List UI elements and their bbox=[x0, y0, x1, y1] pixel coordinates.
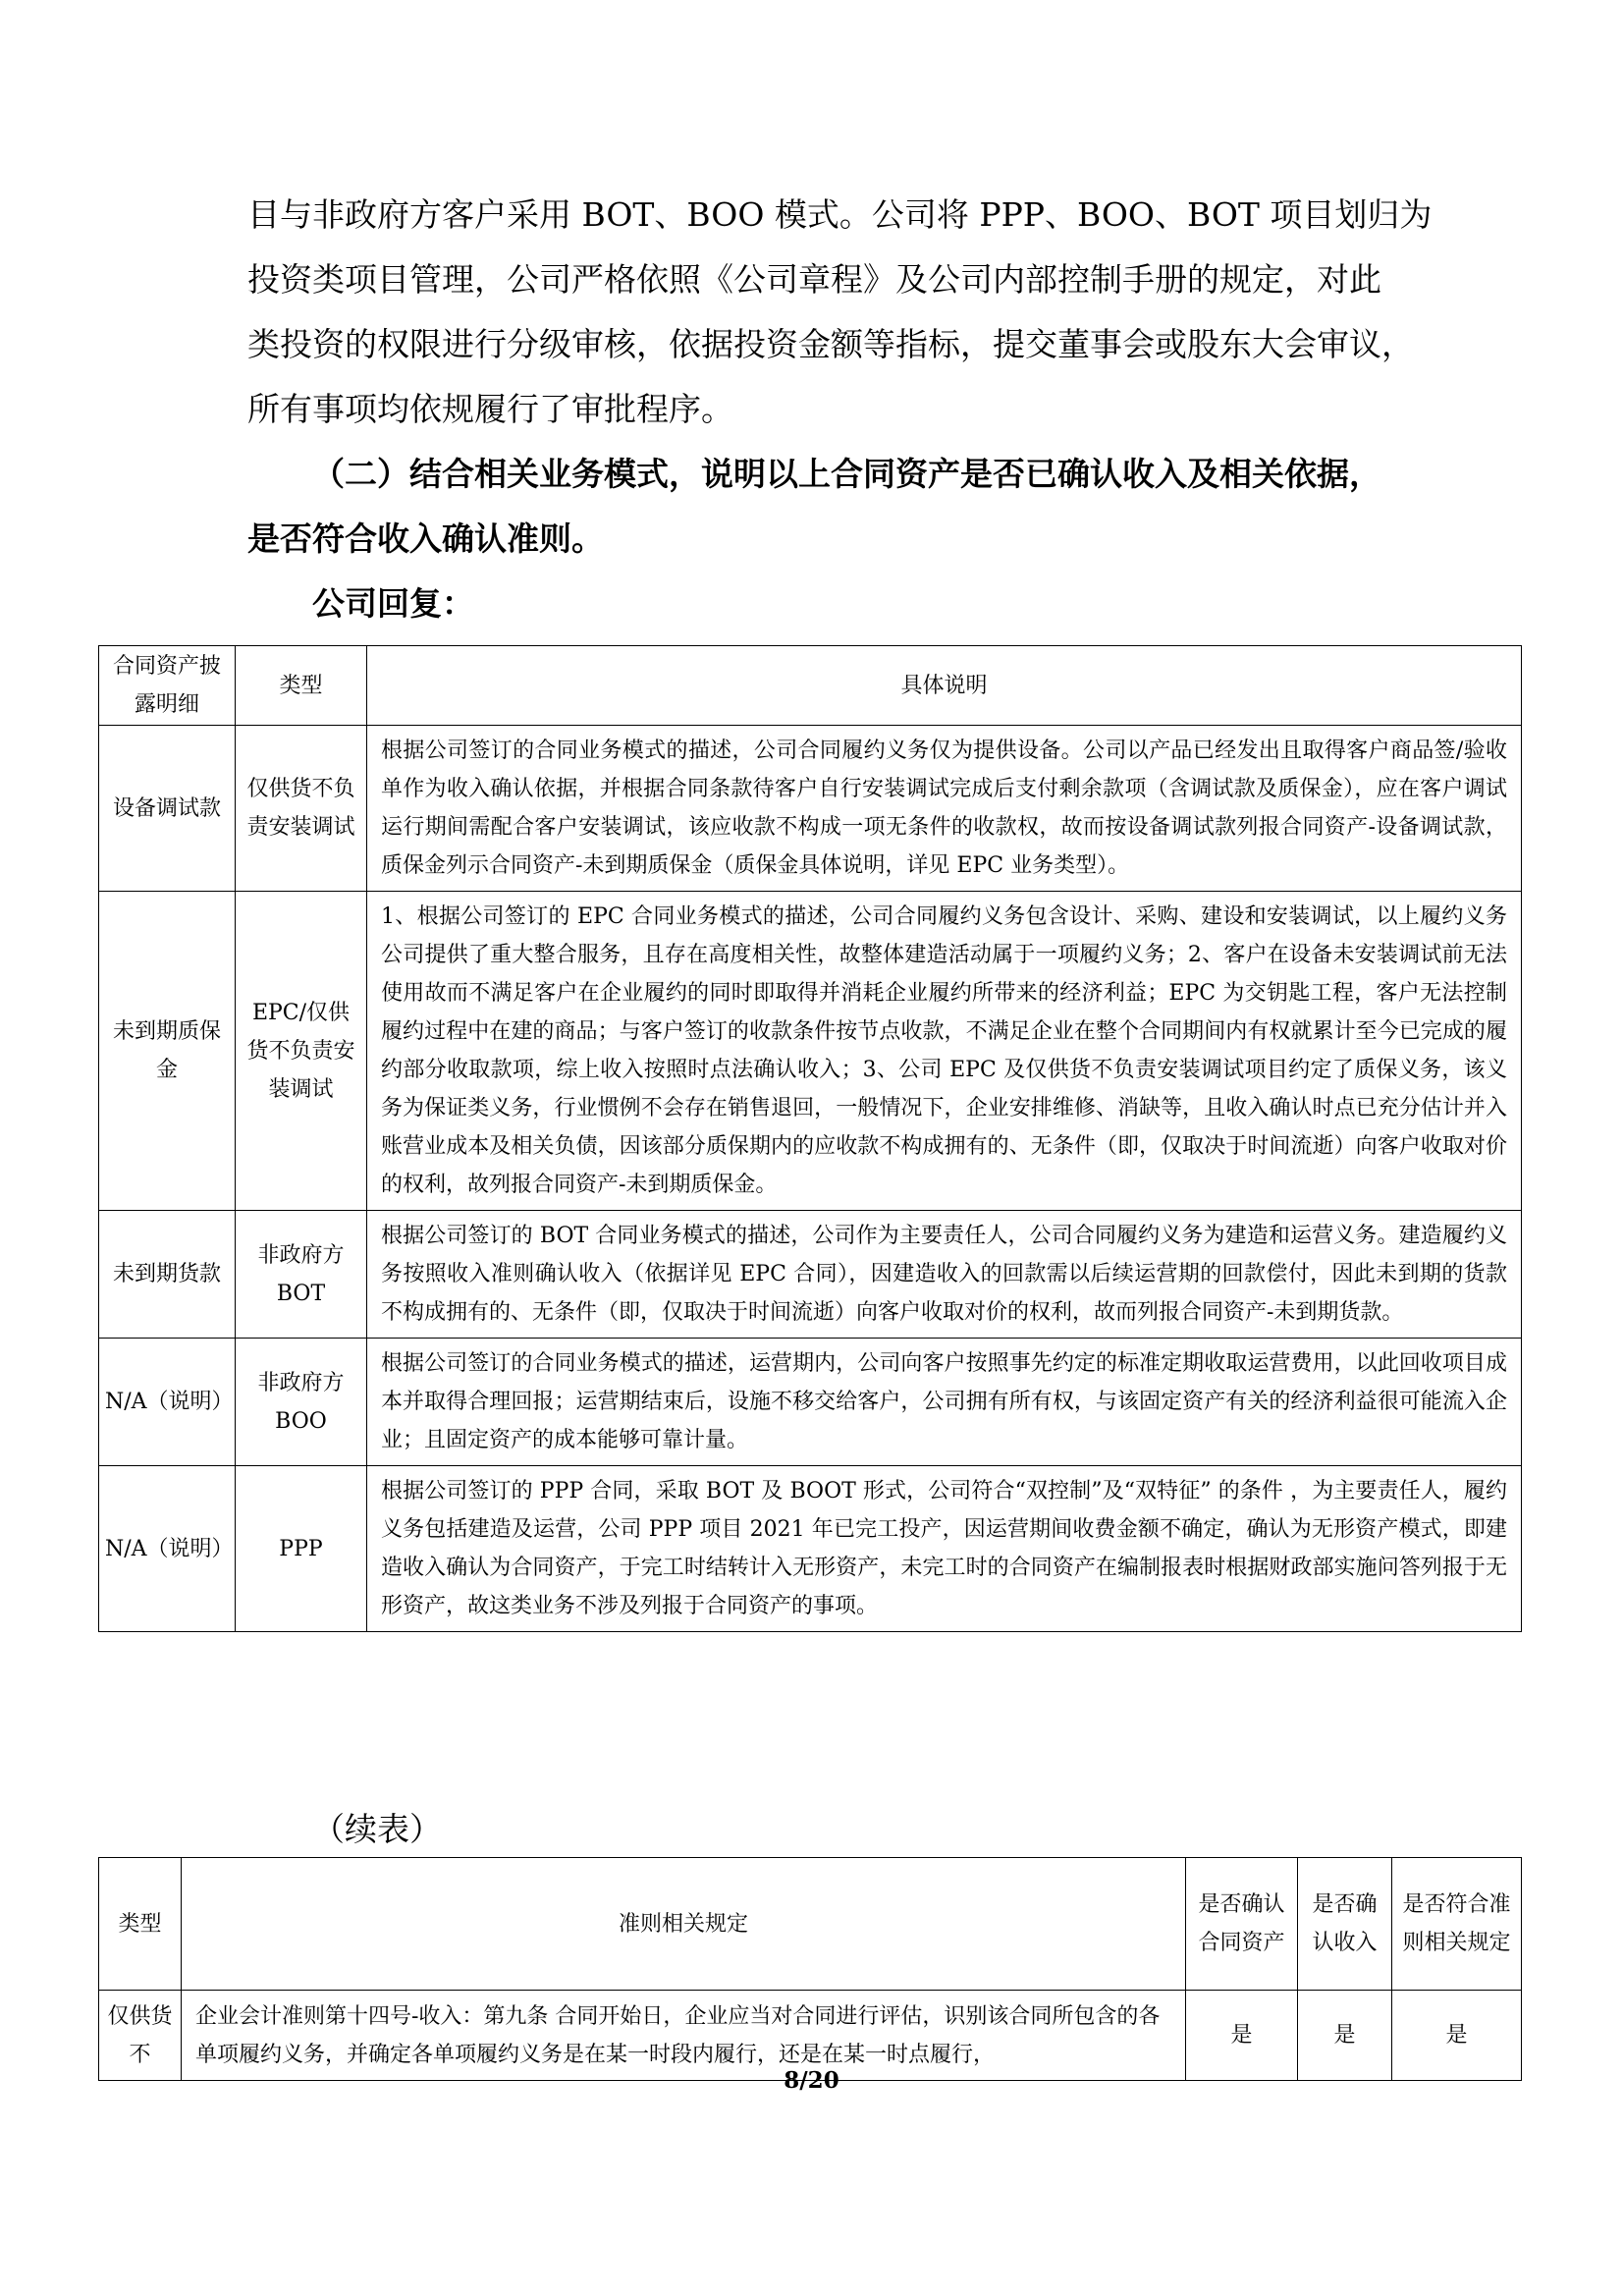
header-type: 类型 bbox=[236, 646, 367, 726]
intro-line: 所有事项均依规履行了审批程序。 bbox=[247, 390, 733, 428]
page-number: 8/20 bbox=[784, 2067, 839, 2094]
cell-description: 根据公司签订的合同业务模式的描述，公司合同履约义务仅为提供设备。公司以产品已经发出且取得客户商品签/验收单作为收入确认依据，并根据合同条款待客户自行安装调试完成后支付剩余款项（含调试款及质保金），应在客户调试运行期间需配合客户安装调试，该应收款不构成一项无条件的收款权，故而按设备调试款列报合同资产-设备调试款，质保金列示合同资产-未到期质保金（质保金具体说明，详见 EPC 业务类型）。 bbox=[367, 726, 1522, 892]
header-comply: 是否符合准则相关规定 bbox=[1392, 1858, 1522, 1991]
cell-rule: 企业会计准则第十四号-收入：第九条 合同开始日，企业应当对合同进行评估，识别该合同所包含的各单项履约义务，并确定各单项履约义务是在某一时段内履行，还是在某一时点履行， bbox=[182, 1991, 1186, 2081]
header-type: 类型 bbox=[99, 1858, 182, 1991]
cell-description: 1、根据公司签订的 EPC 合同业务模式的描述，公司合同履约义务包含设计、采购、建设和安装调试，以上履约义务公司提供了重大整合服务，且存在高度相关性，故整体建造活动属于一项履约义务；2、客户在设备未安装调试前无法使用故而不满足客户在企业履约的同时即取得并消耗企业履约所带来的经济利益；EPC 为交钥匙工程，客户无法控制履约过程中在建的商品；与客户签订的收款条件按节点收款，不满足企业在整个合同期间内有权就累计至今已完成的履约部分收取款项，综上收入按照时点法确认收入；3、公司 EPC 及仅供货不负责安装调试项目约定了质保义务，该义务为保证类义务，行业惯例不会存在销售退回，一般情况下，企业安排维修、消缺等，且收入确认时点已充分估计并入账营业成本及相关负债，因该部分质保期内的应收款不构成拥有的、无条件（即，仅取决于时间流逝）向客户收取对价的权利，故列报合同资产-未到期质保金。 bbox=[367, 892, 1522, 1211]
header-rule: 准则相关规定 bbox=[182, 1858, 1186, 1991]
cell-type: PPP bbox=[236, 1466, 367, 1632]
question-line: （二）结合相关业务模式，说明以上合同资产是否已确认收入及相关依据， bbox=[312, 455, 1381, 493]
cell-detail: N/A（说明） bbox=[99, 1339, 236, 1466]
cell-detail: 未到期货款 bbox=[99, 1211, 236, 1339]
question-line: 是否符合收入确认准则。 bbox=[247, 519, 604, 558]
table-row bbox=[99, 726, 1522, 892]
intro-line: 目与非政府方客户采用 BOT、BOO 模式。公司将 PPP、BOO、BOT 项目划归为 bbox=[247, 195, 1433, 234]
table-header-row bbox=[99, 646, 1522, 726]
header-description: 具体说明 bbox=[367, 646, 1522, 726]
cell-asset: 是 bbox=[1186, 1991, 1298, 2081]
table-header-row bbox=[99, 1858, 1522, 1991]
cell-description: 根据公司签订的 PPP 合同，采取 BOT 及 BOOT 形式，公司符合“双控制”及“双特征” 的条件 ，为主要责任人，履约义务包括建造及运营，公司 PPP 项目 2021 年已完工投产，因运营期间收费金额不确定，确认为无形资产模式，即建造收入确认为合同资产，于完工时结转计入无形资产，未完工时的合同资产在编制报表时根据财政部实施问答列报于无形资产，故这类业务不涉及列报于合同资产的事项。 bbox=[367, 1466, 1522, 1632]
intro-line: 类投资的权限进行分级审核，依据投资金额等指标，提交董事会或股东大会审议， bbox=[247, 325, 1414, 363]
cell-type: 仅供货不负责安装调试 bbox=[236, 726, 367, 892]
intro-paragraph bbox=[247, 183, 1433, 442]
table-row bbox=[99, 1466, 1522, 1632]
reply-label: 公司回复： bbox=[312, 584, 474, 623]
question-heading bbox=[247, 442, 1406, 572]
table-row bbox=[99, 1339, 1522, 1466]
cell-type: 仅供货不 bbox=[99, 1991, 182, 2081]
cell-comply: 是 bbox=[1392, 1991, 1522, 2081]
cell-type: 非政府方BOT bbox=[236, 1211, 367, 1339]
table-row bbox=[99, 892, 1522, 1211]
criteria-table bbox=[98, 1857, 1522, 2081]
cell-revenue: 是 bbox=[1298, 1991, 1392, 2081]
cell-type: EPC/仅供货不负责安装调试 bbox=[236, 892, 367, 1211]
cell-detail: 未到期质保金 bbox=[99, 892, 236, 1211]
table-row bbox=[99, 1211, 1522, 1339]
contract-asset-table bbox=[98, 645, 1522, 1632]
cell-description: 根据公司签订的合同业务模式的描述，运营期内，公司向客户按照事先约定的标准定期收取运营费用，以此回收项目成本并取得合理回报；运营期结束后，设施不移交给客户，公司拥有所有权，与该固定资产有关的经济利益很可能流入企业；且固定资产的成本能够可靠计量。 bbox=[367, 1339, 1522, 1466]
header-revenue: 是否确认收入 bbox=[1298, 1858, 1392, 1991]
intro-line: 投资类项目管理，公司严格依照《公司章程》及公司内部控制手册的规定，对此 bbox=[247, 260, 1381, 299]
cell-detail: 设备调试款 bbox=[99, 726, 236, 892]
header-asset: 是否确认合同资产 bbox=[1186, 1858, 1298, 1991]
header-detail: 合同资产披露明细 bbox=[99, 646, 236, 726]
cell-description: 根据公司签订的 BOT 合同业务模式的描述，公司作为主要责任人，公司合同履约义务为建造和运营义务。建造履约义务按照收入准则确认收入（依据详见 EPC 合同），因建造收入的回款需以后续运营期的回款偿付，因此未到期的货款不构成拥有的、无条件（即，仅取决于时间流逝）向客户收取对价的权利，故而列报合同资产-未到期货款。 bbox=[367, 1211, 1522, 1339]
cell-detail: N/A（说明） bbox=[99, 1466, 236, 1632]
continued-label: （续表） bbox=[312, 1810, 442, 1848]
cell-type: 非政府方BOO bbox=[236, 1339, 367, 1466]
